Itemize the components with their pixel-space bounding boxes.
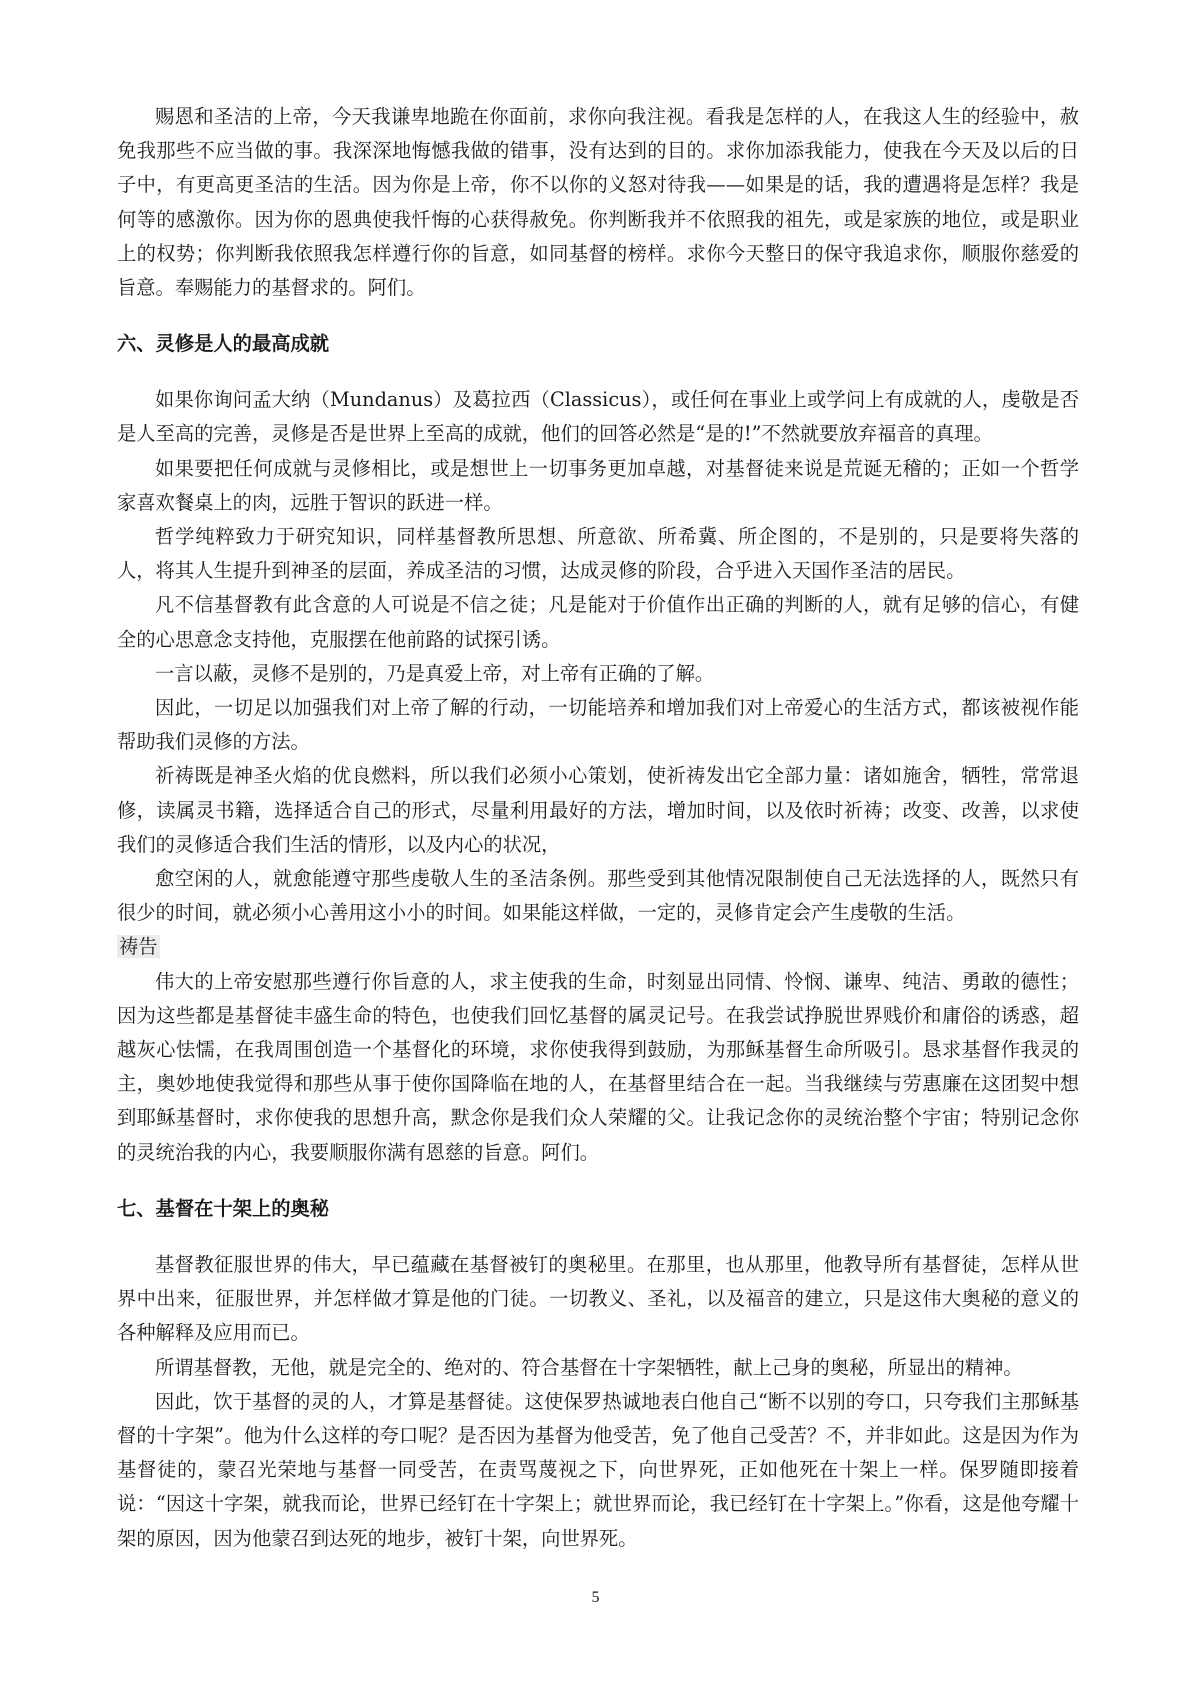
prayer-paragraph: 伟大的上帝安慰那些遵行你旨意的人，求主使我的生命，时刻显出同情、怜悯、谦卑、纯洁、勇敢的德性；因为这些都是基督徒丰盛生命的特色，也使我们回忆基督的属灵记号。在我尝试挣脱世界贱价和庸俗的诱惑，超越灰心怯懦，在我周围创造一个基督化的环境，求你使我得到鼓励，为那稣基督生命所吸引。恳求基督作我灵的主，奥妙地使我觉得和那些从事于使你国降临在地的人，在基督里结合在一起。当我继续与劳惠廉在这团契中想到耶稣基督时，求你使我的思想升高，默念你是我们众人荣耀的父。让我记念你的灵统治整个宇宙；特别记念你的灵统治我的内心，我要顺服你满有恩慈的旨意。阿们。: [117, 969, 1079, 1164]
prayer-label: 祷告: [119, 935, 158, 959]
section-gap: [117, 305, 1079, 327]
body-paragraph: 愈空闲的人，就愈能遵守那些虔敬人生的圣洁条例。那些受到其他情况限制使自己无法选择的人，既然只有很少的时间，就必须小心善用这小小的时间。如果能这样做，一定的，灵修肯定会产生虔敬的生活。: [117, 867, 1079, 925]
page-number: 5: [591, 1589, 600, 1606]
body-paragraph: 如果你询问孟大纳（Mundanus）及葛拉西（Classicus），或任何在事业上或学问上有成就的人，虔敬是否是人至高的完善，灵修是否是世界上至高的成就，他们的回答必然是“是的!”不然就要放弃福音的真理。: [117, 388, 1079, 446]
body-paragraph: 凡不信基督教有此含意的人可说是不信之徒；凡是能对于价值作出正确的判断的人，就有足够的信心，有健全的心思意念支持他，克服摆在他前路的试探引诱。: [117, 593, 1079, 651]
body-paragraph: 因此，饮于基督的灵的人，才算是基督徒。这使保罗热诚地表白他自己“断不以别的夸口，只夸我们主那稣基督的十字架”。他为什么这样的夸口呢？是否因为基督为他受苦，免了他自己受苦？不，并非如此。这是因为作为基督徒的，蒙召光荣地与基督一同受苦，在责骂蔑视之下，向世界死，正如他死在十架上一样。保罗随即接着说：“因这十字架，就我而论，世界已经钉在十字架上；就世界而论，我已经钉在十字架上。”你看，这是他夸耀十架的原因，因为他蒙召到达死的地步，被钉十架，向世界死。: [117, 1389, 1079, 1550]
section-gap: [117, 1226, 1079, 1248]
body-paragraph: 如果要把任何成就与灵修相比，或是想世上一切事务更加卓越，对基督徒来说是荒诞无稽的；正如一个哲学家喜欢餐桌上的肉，远胜于智识的跃进一样。: [117, 456, 1079, 514]
section-heading-7: 七、基督在十架上的奥秘: [117, 1196, 330, 1220]
prayer-paragraph: 赐恩和圣洁的上帝，今天我谦卑地跪在你面前，求你向我注视。看我是怎样的人，在我这人生的经验中，赦免我那些不应当做的事。我深深地悔憾我做的错事，没有达到的目的。求你加添我能力，使我在今天及以后的日子中，有更高更圣洁的生活。因为你是上帝，你不以你的义怒对待我——如果是的话，我的遭遇将是怎样？我是何等的感激你。因为你的恩典使我忏悔的心获得赦免。你判断我并不依照我的祖先，或是家族的地位，或是职业上的权势；你判断我依照我怎样遵行你的旨意，如同基督的榜样。求你今天整日的保守我追求你，顺服你慈爱的旨意。奉赐能力的基督求的。阿们。: [117, 105, 1079, 300]
body-paragraph: 哲学纯粹致力于研究知识，同样基督教所思想、所意欲、所希冀、所企图的，不是别的，只是要将失落的人，将其人生提升到神圣的层面，养成圣洁的习惯，达成灵修的阶段，合乎进入天国作圣洁的居民。: [117, 525, 1079, 583]
section-gap: [117, 361, 1079, 383]
body-paragraph: 祈祷既是神圣火焰的优良燃料，所以我们必须小心策划，使祈祷发出它全部力量：诸如施舍，牺牲，常常退修，读属灵书籍，选择适合自己的形式，尽量利用最好的方法，增加时间，以及依时祈祷；改变、改善，以求使我们的灵修适合我们生活的情形，以及内心的状况，: [117, 764, 1079, 856]
body-paragraph: 所谓基督教，无他，就是完全的、绝对的、符合基督在十字架牺牲，献上己身的奥秘，所显出的精神。: [155, 1355, 1023, 1379]
body-paragraph: 一言以蔽，灵修不是别的，乃是真爱上帝，对上帝有正确的了解。: [155, 661, 715, 685]
body-paragraph: 因此，一切足以加强我们对上帝了解的行动，一切能培养和增加我们对上帝爱心的生活方式，都该被视作能帮助我们灵修的方法。: [117, 696, 1079, 754]
section-heading-6: 六、灵修是人的最高成就: [117, 332, 330, 356]
body-paragraph: 基督教征服世界的伟大，早已蕴藏在基督被钉的奥秘里。在那里，也从那里，他教导所有基督徒，怎样从世界中出来，征服世界，并怎样做才算是他的门徒。一切教义、圣礼，以及福音的建立，只是这伟大奥秘的意义的各种解释及应用而已。: [117, 1252, 1079, 1345]
page-content: [117, 100, 1079, 1556]
prayer-label-row: [117, 930, 1079, 964]
section-gap: [117, 1170, 1079, 1192]
